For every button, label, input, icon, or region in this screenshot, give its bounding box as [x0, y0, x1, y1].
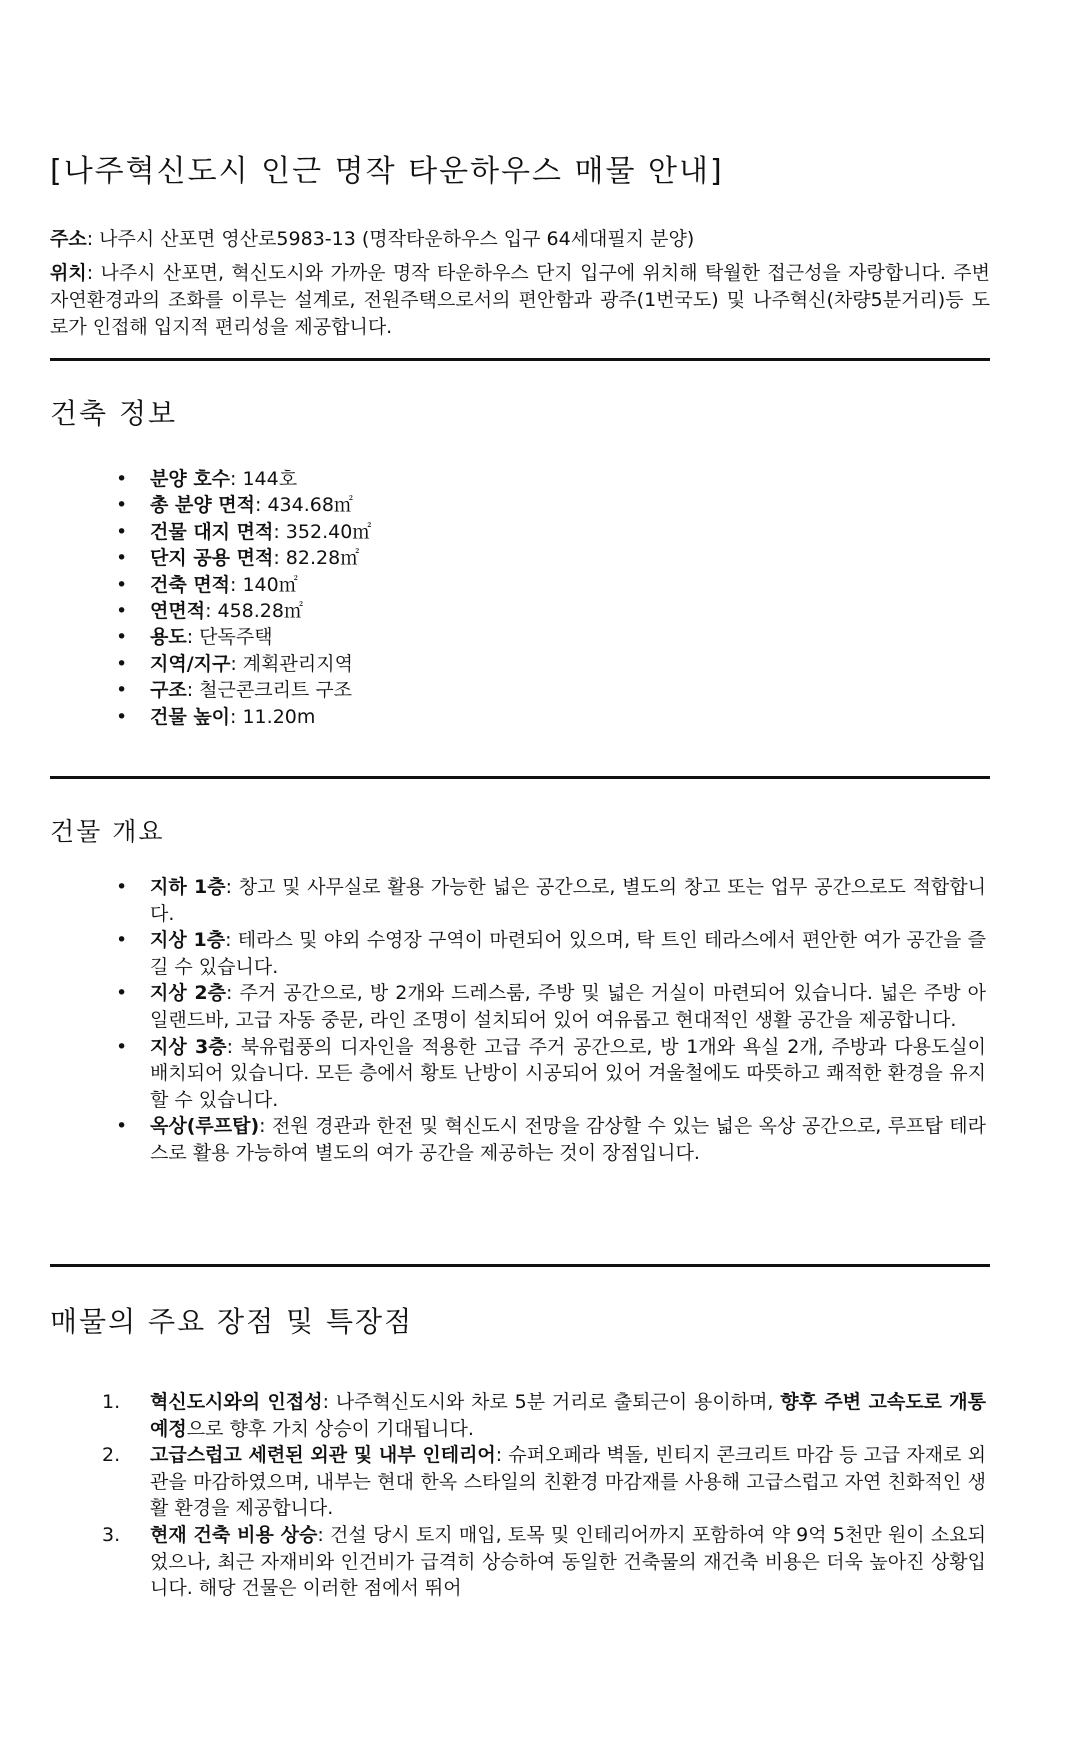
list-item [102, 1389, 986, 1442]
item-number: 2. [102, 1444, 121, 1467]
item-value: : 434.68㎡ [255, 494, 353, 517]
location-paragraph [50, 260, 990, 341]
address-label: 주소 [50, 228, 87, 250]
section-divider [50, 358, 990, 361]
list-item [102, 1522, 986, 1602]
list-item [116, 980, 986, 1033]
list-item [116, 545, 986, 571]
item-label: 용도 [150, 626, 187, 649]
item-number: 3. [102, 1523, 121, 1546]
item-label: 단지 공용 면적 [150, 547, 274, 570]
item-value: : 82.28㎡ [273, 547, 360, 570]
section-divider [50, 1264, 990, 1267]
item-label: 건축 면적 [150, 573, 231, 596]
item-text: 으로 향후 가치 상승이 기대됩니다. [186, 1417, 474, 1440]
item-label: 건물 높이 [150, 705, 231, 728]
item-number: 1. [102, 1391, 121, 1413]
item-label: 지하 1층 [150, 876, 226, 898]
item-label: 현재 건축 비용 상승 [150, 1523, 318, 1546]
item-label: 옥상(루프탑) [150, 1115, 260, 1138]
building-info-list [116, 466, 986, 730]
item-label: 지역/지구 [150, 652, 231, 675]
item-text: : 창고 및 사무실로 활용 가능한 넓은 공간으로, 별도의 창고 또는 업무 공간으로도 적합합니다. [150, 876, 986, 925]
item-label: 고급스럽고 세련된 외관 및 내부 인테리어 [150, 1444, 496, 1467]
item-label: 건물 대지 면적 [150, 520, 274, 543]
list-item [116, 519, 986, 545]
list-item [116, 1113, 986, 1166]
section-heading-building-info: 건축 정보 [50, 397, 178, 430]
item-value: : 140㎡ [230, 573, 298, 596]
item-text: : 전원 경관과 한전 및 혁신도시 전망을 감상할 수 있는 넓은 옥상 공간으로, 루프탑 테라스로 활용 가능하여 별도의 여가 공간을 제공하는 것이 장점입니다. [150, 1115, 986, 1164]
item-text: : 슈퍼오페라 벽돌, 빈티지 콘크리트 마감 등 고급 자재로 외관을 마감하였으며, 내부는 현대 한옥 스타일의 친환경 마감재를 사용해 고급스럽고 자연 친화적인 생활 환경을 제공합니다. [150, 1444, 986, 1520]
item-label: 구조 [150, 679, 187, 702]
item-text: : 건설 당시 토지 매입, 토목 및 인테리어까지 포함하여 약 9억 5천만 원이 소요되었으나, 최근 자재비와 인건비가 급격히 상승하여 동일한 건축물의 재건축 비용은 더욱 높아진 상황입니다. 해당 건물은 이러한 점에서 뛰어 [150, 1523, 986, 1600]
list-item [116, 598, 986, 624]
list-item [116, 466, 986, 492]
page-title: [나주혁신도시 인근 명작 타운하우스 매물 안내] [50, 154, 724, 189]
item-text: : 테라스 및 야외 수영장 구역이 마련되어 있으며, 탁 트인 테라스에서 편안한 여가 공간을 즐길 수 있습니다. [150, 929, 986, 978]
list-item [116, 1034, 986, 1114]
item-emphasis: 향후 주변 고속도로 개통 예정 [150, 1391, 986, 1440]
list-item [116, 874, 986, 927]
location-text: : 나주시 산포면, 혁신도시와 가까운 명작 타운하우스 단지 입구에 위치해 탁월한 접근성을 자랑합니다. 주변 자연환경과의 조화를 이루는 설계로, 전원주택으로서의 편안함과 광주(1번국도) 및 나주혁신(차량5분거리)등 도로가 인접해 입지적 편리성을 제공합니다. [50, 262, 990, 338]
location-label: 위치 [50, 262, 87, 284]
list-item [116, 927, 986, 980]
address-line [50, 226, 990, 253]
section-heading-advantages: 매물의 주요 장점 및 특장점 [50, 1305, 414, 1338]
list-item [116, 677, 986, 703]
list-item [116, 704, 986, 730]
item-label: 분양 호수 [150, 468, 231, 490]
item-value: : 단독주택 [186, 626, 273, 649]
item-text: : 나주혁신도시와 차로 5분 거리로 출퇴근이 용이하며, [322, 1391, 781, 1413]
item-value: : 계획관리지역 [230, 652, 353, 675]
list-item [116, 651, 986, 677]
section-divider [50, 776, 990, 779]
overview-list [116, 874, 986, 1167]
item-text: : 주거 공간으로, 방 2개와 드레스룸, 주방 및 넓은 거실이 마련되어 있습니다. 넓은 주방 아일랜드바, 고급 자동 중문, 라인 조명이 설치되어 있어 여유롭고 현대적인 생활 공간을 제공합니다. [150, 982, 986, 1031]
list-item [102, 1442, 986, 1522]
item-label: 지상 2층 [150, 982, 226, 1005]
section-heading-overview: 건물 개요 [50, 817, 165, 846]
item-value: : 11.20m [230, 705, 316, 728]
item-label: 연면적 [150, 600, 206, 623]
item-label: 지상 3층 [150, 1035, 227, 1058]
list-item [116, 624, 986, 650]
item-label: 총 분양 면적 [150, 494, 255, 517]
item-value: : 352.40㎡ [273, 520, 372, 543]
item-label: 지상 1층 [150, 929, 226, 952]
item-label: 혁신도시와의 인접성 [150, 1391, 323, 1413]
list-item [116, 492, 986, 518]
item-value: : 458.28㎡ [205, 600, 303, 623]
item-text: : 북유럽풍의 디자인을 적용한 고급 주거 공간으로, 방 1개와 욕실 2개, 주방과 다용도실이 배치되어 있습니다. 모든 층에서 황토 난방이 시공되어 있어 겨울철에도 따뜻하고 쾌적한 환경을 유지할 수 있습니다. [150, 1035, 986, 1111]
item-value: : 144호 [230, 468, 298, 490]
advantages-list [102, 1389, 986, 1602]
address-text: : 나주시 산포면 영산로5983-13 (명작타운하우스 입구 64세대필지 분양) [86, 228, 695, 250]
list-item [116, 572, 986, 598]
item-value: : 철근콘크리트 구조 [186, 679, 353, 702]
